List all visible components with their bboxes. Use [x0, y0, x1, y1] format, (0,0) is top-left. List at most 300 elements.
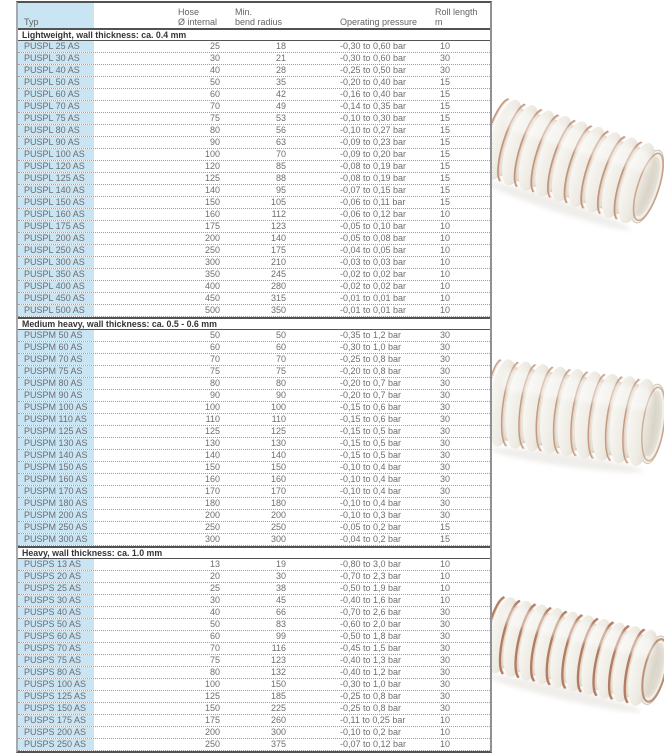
cell-roll-length: 10: [440, 305, 451, 315]
cell-diameter: 140: [204, 450, 220, 460]
cell-roll-length: 10: [440, 715, 451, 725]
cell-operating-pressure: -0,20 to 0,7 bar: [340, 390, 402, 400]
cell-typ: PUSPS 80 AS: [18, 667, 94, 678]
cell-roll-length: 30: [440, 330, 451, 340]
cell-diameter: 50: [209, 619, 220, 629]
cell-typ: PUSPL 300 AS: [18, 257, 94, 268]
cell-roll-length: 30: [440, 703, 451, 713]
cell-roll-length: 15: [440, 113, 451, 123]
cell-roll-length: 30: [440, 643, 451, 653]
cell-operating-pressure: -0,60 to 2,0 bar: [340, 619, 402, 629]
cell-diameter: 75: [209, 366, 220, 376]
cell-typ: PUSPL 90 AS: [18, 137, 94, 148]
cell-bend-radius: 245: [270, 269, 286, 279]
table-row: [18, 173, 490, 185]
cell-operating-pressure: -0,25 to 0,8 bar: [340, 691, 402, 701]
cell-diameter: 160: [204, 209, 220, 219]
cell-bend-radius: 28: [275, 65, 286, 75]
cell-diameter: 70: [209, 643, 220, 653]
cell-typ: PUSPL 350 AS: [18, 269, 94, 280]
cell-diameter: 70: [209, 354, 220, 364]
cell-diameter: 25: [209, 41, 220, 51]
cell-typ: PUSPL 40 AS: [18, 65, 94, 76]
cell-roll-length: 15: [440, 197, 451, 207]
table-row: [18, 41, 490, 53]
table-row: [18, 450, 490, 462]
cell-typ: PUSPS 125 AS: [18, 691, 94, 702]
cell-bend-radius: 225: [270, 703, 286, 713]
cell-bend-radius: 180: [270, 498, 286, 508]
cell-operating-pressure: -0,10 to 0,2 bar: [340, 727, 402, 737]
cell-typ: PUSPM 50 AS: [18, 330, 94, 341]
table-row: [18, 65, 490, 77]
table-row: [18, 149, 490, 161]
table-row: [18, 679, 490, 691]
table-row: [18, 571, 490, 583]
cell-operating-pressure: -0,01 to 0,01 bar: [340, 305, 407, 315]
cell-bend-radius: 66: [275, 607, 286, 617]
cell-roll-length: 15: [440, 522, 451, 532]
cell-typ: PUSPL 500 AS: [18, 305, 94, 316]
table-row: [18, 583, 490, 595]
cell-typ: PUSPS 30 AS: [18, 595, 94, 606]
cell-bend-radius: 200: [270, 510, 286, 520]
cell-diameter: 200: [204, 510, 220, 520]
cell-typ: PUSPM 180 AS: [18, 498, 94, 509]
cell-bend-radius: 18: [275, 41, 286, 51]
cell-operating-pressure: -0,10 to 0,4 bar: [340, 474, 402, 484]
cell-roll-length: 10: [440, 293, 451, 303]
cell-bend-radius: 99: [275, 631, 286, 641]
section-title: Heavy, wall thickness: ca. 1.0 mm: [18, 546, 490, 559]
cell-roll-length: 30: [440, 402, 451, 412]
cell-roll-length: 30: [440, 354, 451, 364]
cell-roll-length: 15: [440, 161, 451, 171]
cell-bend-radius: 175: [270, 245, 286, 255]
cell-diameter: 300: [204, 257, 220, 267]
cell-diameter: 250: [204, 245, 220, 255]
cell-diameter: 30: [209, 53, 220, 63]
cell-operating-pressure: -0,20 to 0,40 bar: [340, 77, 407, 87]
cell-diameter: 20: [209, 571, 220, 581]
table-row: [18, 619, 490, 631]
cell-roll-length: 10: [440, 595, 451, 605]
cell-diameter: 175: [204, 221, 220, 231]
cell-bend-radius: 90: [275, 390, 286, 400]
cell-roll-length: 30: [440, 426, 451, 436]
cell-typ: PUSPS 75 AS: [18, 655, 94, 666]
cell-diameter: 40: [209, 607, 220, 617]
cell-typ: PUSPS 60 AS: [18, 631, 94, 642]
cell-bend-radius: 70: [275, 149, 286, 159]
cell-typ: PUSPS 50 AS: [18, 619, 94, 630]
cell-bend-radius: 132: [270, 667, 286, 677]
cell-typ: PUSPL 60 AS: [18, 89, 94, 100]
cell-typ: PUSPM 150 AS: [18, 462, 94, 473]
col-header-typ-label: Typ: [24, 17, 39, 27]
cell-bend-radius: 350: [270, 305, 286, 315]
cell-bend-radius: 30: [275, 571, 286, 581]
cell-roll-length: 15: [440, 125, 451, 135]
table-row: [18, 354, 490, 366]
cell-diameter: 80: [209, 667, 220, 677]
cell-typ: PUSPM 200 AS: [18, 510, 94, 521]
cell-diameter: 75: [209, 113, 220, 123]
table-row: [18, 77, 490, 89]
table-row: [18, 667, 490, 679]
cell-roll-length: 30: [440, 679, 451, 689]
table-body: [18, 28, 490, 751]
cell-typ: PUSPS 20 AS: [18, 571, 94, 582]
cell-roll-length: 30: [440, 65, 451, 75]
table-row: [18, 281, 490, 293]
cell-operating-pressure: -0,25 to 0,8 bar: [340, 703, 402, 713]
cell-roll-length: 30: [440, 667, 451, 677]
cell-diameter: 180: [204, 498, 220, 508]
table-row: [18, 595, 490, 607]
cell-typ: PUSPM 110 AS: [18, 414, 94, 425]
cell-operating-pressure: -0,15 to 0,6 bar: [340, 402, 402, 412]
cell-bend-radius: 110: [271, 414, 286, 424]
cell-operating-pressure: -0,20 to 0,8 bar: [340, 366, 402, 376]
cell-roll-length: 15: [440, 185, 451, 195]
cell-roll-length: 30: [440, 414, 451, 424]
table-row: [18, 342, 490, 354]
cell-roll-length: 15: [440, 149, 451, 159]
cell-operating-pressure: -0,10 to 0,4 bar: [340, 486, 402, 496]
cell-bend-radius: 83: [275, 619, 286, 629]
cell-bend-radius: 130: [270, 438, 286, 448]
table-row: [18, 113, 490, 125]
cell-operating-pressure: -0,04 to 0,2 bar: [340, 534, 402, 544]
cell-typ: PUSPL 140 AS: [18, 185, 94, 196]
table-row: [18, 378, 490, 390]
cell-operating-pressure: -0,01 to 0,01 bar: [340, 293, 407, 303]
cell-bend-radius: 116: [271, 643, 286, 653]
cell-typ: PUSPS 100 AS: [18, 679, 94, 690]
table-row: [18, 125, 490, 137]
table-row: [18, 257, 490, 269]
table-row: [18, 137, 490, 149]
cell-bend-radius: 42: [275, 89, 286, 99]
table-row: [18, 727, 490, 739]
cell-diameter: 250: [204, 739, 220, 749]
cell-operating-pressure: -0,16 to 0,40 bar: [340, 89, 407, 99]
cell-roll-length: 30: [440, 390, 451, 400]
cell-roll-length: 10: [440, 209, 451, 219]
table-row: [18, 209, 490, 221]
cell-bend-radius: 375: [270, 739, 286, 749]
cell-operating-pressure: -0,08 to 0,19 bar: [340, 173, 407, 183]
cell-bend-radius: 85: [275, 161, 286, 171]
cell-diameter: 125: [204, 426, 220, 436]
cell-roll-length: 10: [440, 245, 451, 255]
hose-spec-table: [16, 1, 492, 753]
cell-operating-pressure: -0,70 to 2,6 bar: [340, 607, 402, 617]
cell-roll-length: 30: [440, 378, 451, 388]
table-row: [18, 510, 490, 522]
cell-bend-radius: 123: [270, 221, 286, 231]
cell-diameter: 60: [209, 342, 220, 352]
cell-typ: PUSPM 75 AS: [18, 366, 94, 377]
cell-diameter: 160: [204, 474, 220, 484]
cell-diameter: 30: [209, 595, 220, 605]
cell-operating-pressure: -0,07 to 0,15 bar: [340, 185, 407, 195]
cell-typ: PUSPM 125 AS: [18, 426, 94, 437]
cell-bend-radius: 123: [270, 655, 286, 665]
table-row: [18, 89, 490, 101]
cell-diameter: 60: [209, 631, 220, 641]
cell-operating-pressure: -0,14 to 0,35 bar: [340, 101, 407, 111]
cell-operating-pressure: -0,10 to 0,27 bar: [340, 125, 407, 135]
section-title: Medium heavy, wall thickness: ca. 0.5 - 0.6 mm: [18, 317, 490, 330]
spiral-hose-photo-2: [492, 346, 664, 484]
cell-operating-pressure: -0,30 to 1,0 bar: [340, 342, 402, 352]
table-row: [18, 715, 490, 727]
cell-operating-pressure: -0,09 to 0,23 bar: [340, 137, 407, 147]
cell-operating-pressure: -0,30 to 1,0 bar: [340, 679, 402, 689]
cell-bend-radius: 112: [271, 209, 286, 219]
table-row: [18, 305, 490, 317]
table-row: [18, 185, 490, 197]
cell-roll-length: 15: [440, 173, 451, 183]
table-row: [18, 655, 490, 667]
cell-diameter: 250: [204, 522, 220, 532]
cell-roll-length: 30: [440, 462, 451, 472]
cell-operating-pressure: -0,04 to 0,05 bar: [340, 245, 407, 255]
cell-roll-length: 15: [440, 101, 451, 111]
cell-typ: PUSPL 80 AS: [18, 125, 94, 136]
section-title: Lightweight, wall thickness: ca. 0.4 mm: [18, 28, 490, 41]
cell-typ: PUSPM 140 AS: [18, 450, 94, 461]
cell-roll-length: 10: [440, 739, 451, 749]
cell-operating-pressure: -0,15 to 0,6 bar: [340, 414, 402, 424]
cell-bend-radius: 75: [275, 366, 286, 376]
cell-operating-pressure: -0,09 to 0,20 bar: [340, 149, 407, 159]
cell-operating-pressure: -0,10 to 0,4 bar: [340, 462, 402, 472]
cell-typ: PUSPL 175 AS: [18, 221, 94, 232]
table-row: [18, 366, 490, 378]
cell-roll-length: 30: [440, 510, 451, 520]
table-row: [18, 522, 490, 534]
cell-bend-radius: 35: [275, 77, 286, 87]
table-row: [18, 233, 490, 245]
table-row: [18, 101, 490, 113]
cell-roll-length: 10: [440, 221, 451, 231]
cell-diameter: 70: [209, 101, 220, 111]
cell-diameter: 50: [209, 330, 220, 340]
cell-operating-pressure: -0,25 to 0,50 bar: [340, 65, 407, 75]
cell-typ: PUSPL 250 AS: [18, 245, 94, 256]
cell-operating-pressure: -0,05 to 0,08 bar: [340, 233, 407, 243]
cell-roll-length: 15: [440, 77, 451, 87]
cell-diameter: 13: [209, 559, 220, 569]
table-row: [18, 486, 490, 498]
cell-operating-pressure: -0,11 to 0,25 bar: [340, 715, 406, 725]
cell-operating-pressure: -0,10 to 0,4 bar: [340, 498, 402, 508]
table-row: [18, 330, 490, 342]
cell-bend-radius: 100: [270, 402, 286, 412]
cell-typ: PUSPL 70 AS: [18, 101, 94, 112]
table-row: [18, 438, 490, 450]
cell-roll-length: 15: [440, 534, 451, 544]
cell-bend-radius: 63: [275, 137, 286, 147]
cell-bend-radius: 185: [270, 691, 286, 701]
table-row: [18, 607, 490, 619]
cell-typ: PUSPL 200 AS: [18, 233, 94, 244]
cell-bend-radius: 150: [270, 462, 286, 472]
table-row: [18, 643, 490, 655]
table-row: [18, 559, 490, 571]
cell-operating-pressure: -0,02 to 0,02 bar: [340, 281, 407, 291]
cell-typ: PUSPM 60 AS: [18, 342, 94, 353]
cell-operating-pressure: -0,50 to 1,9 bar: [340, 583, 402, 593]
cell-typ: PUSPL 75 AS: [18, 113, 94, 124]
cell-roll-length: 30: [440, 474, 451, 484]
cell-operating-pressure: -0,03 to 0,03 bar: [340, 257, 407, 267]
cell-operating-pressure: -0,02 to 0,02 bar: [340, 269, 407, 279]
table-row: [18, 269, 490, 281]
table-row: [18, 691, 490, 703]
cell-typ: PUSPL 120 AS: [18, 161, 94, 172]
col-header-bend-radius: Min. bend radius: [235, 7, 283, 27]
cell-diameter: 80: [209, 125, 220, 135]
cell-bend-radius: 60: [275, 342, 286, 352]
table-row: [18, 631, 490, 643]
cell-diameter: 90: [209, 390, 220, 400]
cell-roll-length: 10: [440, 269, 451, 279]
cell-roll-length: 30: [440, 53, 451, 63]
spiral-hose-photo-3: [492, 582, 664, 714]
cell-typ: PUSPM 80 AS: [18, 378, 94, 389]
cell-roll-length: 30: [440, 438, 451, 448]
cell-diameter: 90: [209, 137, 220, 147]
cell-typ: PUSPM 160 AS: [18, 474, 94, 485]
cell-diameter: 100: [204, 149, 220, 159]
cell-bend-radius: 140: [270, 233, 286, 243]
cell-operating-pressure: -0,05 to 0,2 bar: [340, 522, 402, 532]
cell-bend-radius: 53: [275, 113, 286, 123]
cell-operating-pressure: -0,30 to 0,60 bar: [340, 53, 407, 63]
cell-bend-radius: 250: [270, 522, 286, 532]
cell-roll-length: 10: [440, 559, 451, 569]
cell-operating-pressure: -0,70 to 2,3 bar: [340, 571, 402, 581]
col-header-diameter: Hose Ø internal: [178, 7, 218, 27]
table-row: [18, 402, 490, 414]
cell-typ: PUSPS 200 AS: [18, 727, 94, 738]
cell-bend-radius: 160: [270, 474, 286, 484]
cell-roll-length: 10: [440, 233, 451, 243]
cell-roll-length: 10: [440, 583, 451, 593]
col-header-operating-pressure: Operating pressure: [340, 17, 418, 27]
cell-diameter: 40: [209, 65, 220, 75]
cell-operating-pressure: -0,15 to 0,5 bar: [340, 426, 402, 436]
col-header-typ: [18, 3, 94, 28]
cell-operating-pressure: -0,80 to 3,0 bar: [340, 559, 402, 569]
cell-diameter: 120: [204, 161, 220, 171]
cell-typ: PUSPS 25 AS: [18, 583, 94, 594]
cell-roll-length: 10: [440, 41, 451, 51]
cell-roll-length: 30: [440, 631, 451, 641]
cell-diameter: 450: [204, 293, 220, 303]
table-row: [18, 703, 490, 715]
cell-bend-radius: 21: [275, 53, 286, 63]
cell-typ: PUSPS 250 AS: [18, 739, 94, 750]
cell-diameter: 300: [204, 534, 220, 544]
table-row: [18, 197, 490, 209]
cell-typ: PUSPM 90 AS: [18, 390, 94, 401]
cell-bend-radius: 45: [275, 595, 286, 605]
cell-operating-pressure: -0,07 to 0,12 bar: [340, 739, 407, 749]
cell-operating-pressure: -0,40 to 1,3 bar: [340, 655, 402, 665]
table-row: [18, 221, 490, 233]
table-header-row: [18, 3, 490, 28]
cell-bend-radius: 170: [270, 486, 286, 496]
cell-operating-pressure: -0,08 to 0,19 bar: [340, 161, 407, 171]
cell-bend-radius: 50: [275, 330, 286, 340]
cell-diameter: 60: [209, 89, 220, 99]
cell-diameter: 110: [205, 414, 220, 424]
cell-typ: PUSPL 450 AS: [18, 293, 94, 304]
cell-operating-pressure: -0,20 to 0,7 bar: [340, 378, 402, 388]
cell-typ: PUSPL 160 AS: [18, 209, 94, 220]
cell-diameter: 100: [204, 402, 220, 412]
cell-roll-length: 15: [440, 89, 451, 99]
cell-typ: PUSPL 25 AS: [18, 41, 94, 52]
cell-roll-length: 10: [440, 571, 451, 581]
cell-roll-length: 30: [440, 342, 451, 352]
cell-bend-radius: 280: [270, 281, 286, 291]
cell-bend-radius: 140: [270, 450, 286, 460]
table-row: [18, 498, 490, 510]
cell-diameter: 140: [204, 185, 220, 195]
cell-bend-radius: 56: [275, 125, 286, 135]
cell-operating-pressure: -0,40 to 1,2 bar: [340, 667, 402, 677]
cell-diameter: 500: [204, 305, 220, 315]
cell-bend-radius: 300: [270, 534, 286, 544]
cell-operating-pressure: -0,15 to 0,5 bar: [340, 438, 402, 448]
cell-roll-length: 30: [440, 655, 451, 665]
cell-roll-length: 30: [440, 691, 451, 701]
cell-typ: PUSPL 150 AS: [18, 197, 94, 208]
cell-roll-length: 10: [440, 727, 451, 737]
cell-typ: PUSPL 50 AS: [18, 77, 94, 88]
cell-typ: PUSPS 40 AS: [18, 607, 94, 618]
cell-bend-radius: 38: [275, 583, 286, 593]
cell-diameter: 100: [204, 679, 220, 689]
cell-diameter: 75: [209, 655, 220, 665]
cell-operating-pressure: -0,15 to 0,5 bar: [340, 450, 402, 460]
spiral-hose-photo-1: [492, 82, 664, 258]
cell-bend-radius: 95: [275, 185, 286, 195]
cell-typ: PUSPS 13 AS: [18, 559, 94, 570]
cell-typ: PUSPL 400 AS: [18, 281, 94, 292]
cell-typ: PUSPL 125 AS: [18, 173, 94, 184]
table-row: [18, 390, 490, 402]
cell-diameter: 80: [209, 378, 220, 388]
table-row: [18, 739, 490, 751]
table-row: [18, 534, 490, 546]
cell-bend-radius: 210: [270, 257, 286, 267]
cell-operating-pressure: -0,45 to 1,5 bar: [340, 643, 402, 653]
cell-typ: PUSPM 250 AS: [18, 522, 94, 533]
cell-operating-pressure: -0,50 to 1,8 bar: [340, 631, 402, 641]
cell-typ: PUSPL 100 AS: [18, 149, 94, 160]
table-row: [18, 293, 490, 305]
cell-typ: PUSPM 300 AS: [18, 534, 94, 545]
cell-typ: PUSPS 70 AS: [18, 643, 94, 654]
cell-diameter: 125: [204, 173, 220, 183]
